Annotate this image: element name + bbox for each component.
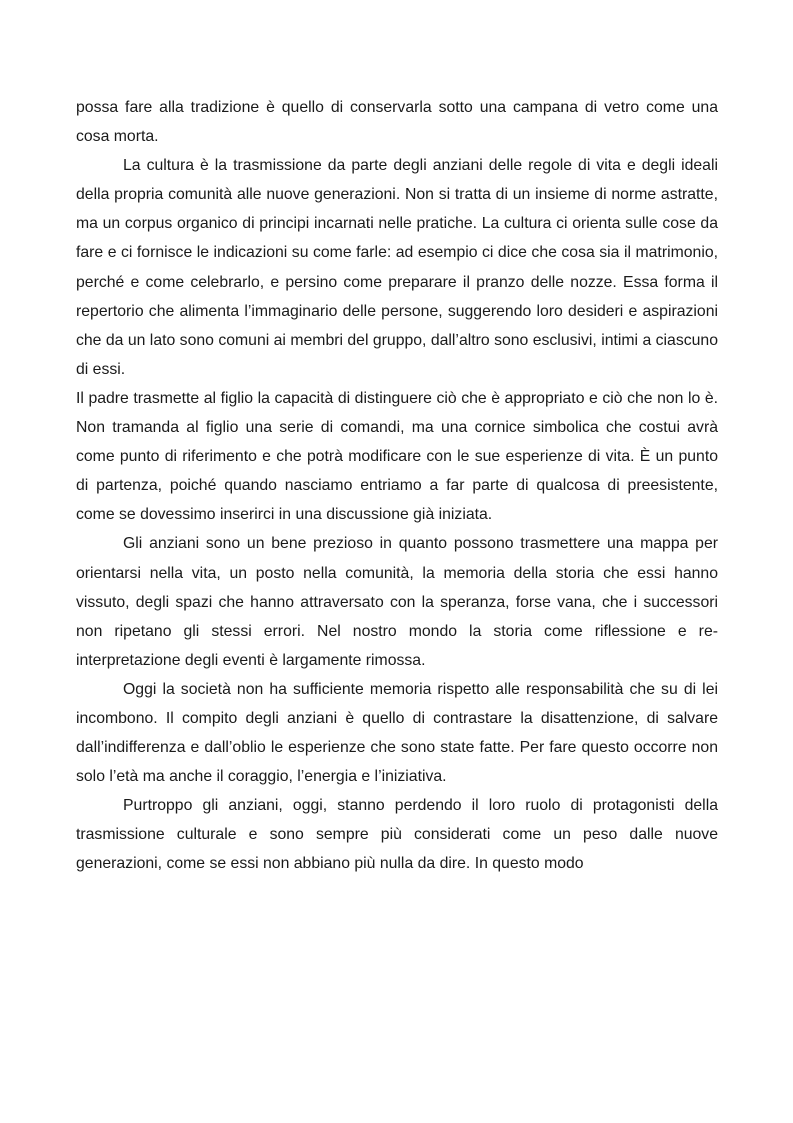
paragraph-society-memory: Oggi la società non ha sufficiente memoria rispetto alle responsabilità che su di lei incombono. Il compito degli anziani è quello di contrastare la disattenzione, di salvare dall’indifferenza e dall’oblio le esperienze che sono state fatte. Per fare questo occorre non solo l’età ma anche il coraggio, l’energia e l’iniziativa. — [76, 680, 718, 786]
paragraph-tradition-continuation: possa fare alla tradizione è quello di conservarla sotto una campana di vetro come una cosa morta. — [76, 99, 718, 146]
paragraph-culture-definition: La cultura è la trasmissione da parte degli anziani delle regole di vita e degli ideali della propria comunità alle nuove generazioni. Non si tratta di un insieme di norme astratte, ma un corpus organico di principi incarnati nelle pratiche. La cultura ci orienta sulle cose da fare e ci fornisce le indicazioni su come farle: ad esempio ci dice che cosa sia il matrimonio, perché e come celebrarlo, e persino come preparare il pranzo delle nozze. Essa forma il repertorio che alimenta l’immaginario delle persone, suggerendo loro desideri e aspirazioni che da un lato sono comuni ai membri del gruppo, dall’altro sono esclusivi, intimi a ciascuno di essi. — [76, 157, 718, 378]
paragraph-elders-losing-role: Purtroppo gli anziani, oggi, stanno perdendo il loro ruolo di protagonisti della trasmissione culturale e sono sempre più considerati come un peso dalle nuove generazioni, come se essi non abbiano più nulla da dire. In questo modo — [76, 797, 718, 873]
document-page — [76, 93, 718, 879]
paragraph-father-son: Il padre trasmette al figlio la capacità di distinguere ciò che è appropriato e ciò che non lo è. Non tramanda al figlio una serie di comandi, ma una cornice simbolica che costui avrà come punto di riferimento e che potrà modificare con le sue esperienze di vita. È un punto di partenza, poiché quando nasciamo entriamo a far parte di qualcosa di preesistente, come se dovessimo inserirci in una discussione già iniziata. — [76, 389, 718, 524]
paragraph-elders-value: Gli anziani sono un bene prezioso in quanto possono trasmettere una mappa per orientarsi nella vita, un posto nella comunità, la memoria della storia che essi hanno vissuto, degli spazi che hanno attraversato con la speranza, forse vana, che i successori non ripetano gli stessi errori. Nel nostro mondo la storia come riflessione e re-interpretazione degli eventi è largamente rimossa. — [76, 535, 718, 669]
